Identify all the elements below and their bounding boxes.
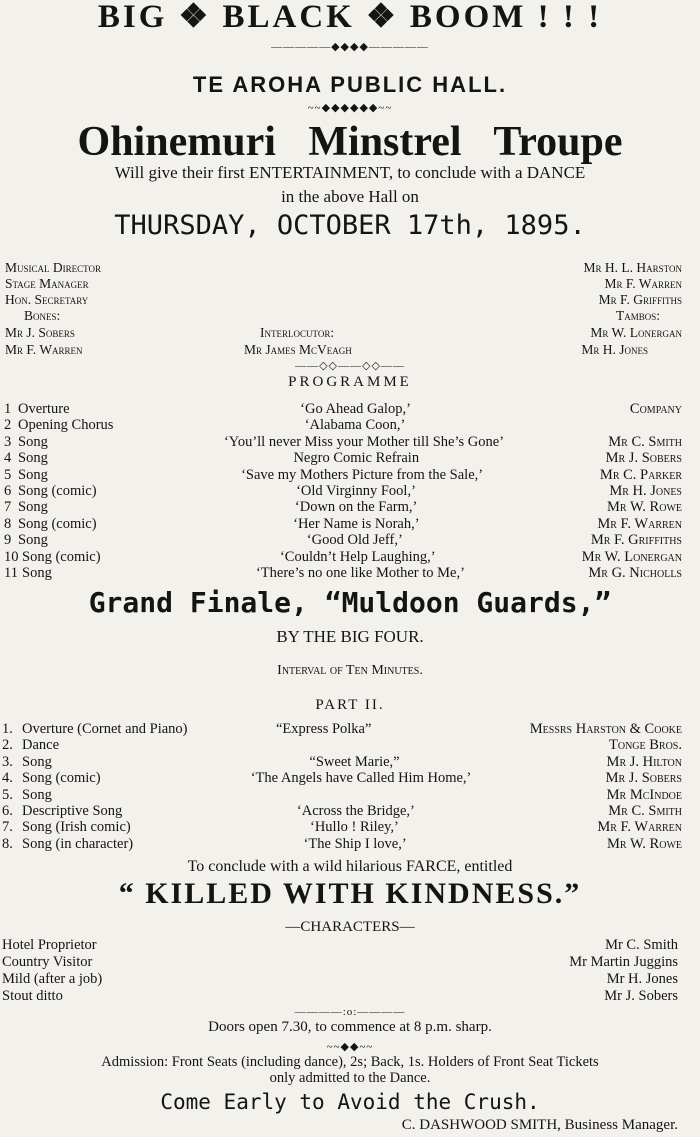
finale-by: BY THE BIG FOUR. [276, 627, 424, 646]
intro-line-2: in the above Hall on [281, 187, 419, 206]
officer-name: Mr H. L. Harston [583, 260, 682, 275]
officer-role: Stage Manager [5, 276, 89, 291]
item-type: Song [18, 499, 48, 516]
item-number: 4. [2, 770, 13, 787]
character-actor: Mr H. Jones [606, 971, 678, 987]
character-actor: Mr C. Smith [605, 937, 678, 953]
item-title: “Express Polka” [276, 721, 372, 737]
bones-label-row [0, 308, 700, 324]
programme-item [0, 401, 700, 417]
item-number: 10 [4, 548, 19, 565]
item-performer: Mr J. Hilton [606, 753, 682, 770]
ornament-rule-2: ~~◆◆◆◆◆◆~~ [307, 102, 393, 114]
character-role: Stout ditto [2, 988, 63, 1004]
item-title: ‘The Angels have Called Him Home,’ [250, 770, 472, 787]
item-number: 7. [2, 819, 13, 836]
crush-slogan: Come Early to Avoid the Crush. [160, 1090, 540, 1114]
item-performer: Mr F. Warren [597, 819, 682, 836]
item-performer: Mr W. Rowe [607, 835, 682, 852]
item-title: ‘Save my Mothers Picture from the Sale,’ [241, 466, 484, 483]
finale-title: Grand Finale, “Muldoon Guards,” [88, 586, 612, 619]
item-number: 9 [4, 532, 12, 549]
programme-item [0, 516, 700, 532]
item-performer: Mr C. Parker [599, 466, 682, 483]
item-title: ‘Hullo ! Riley,’ [310, 819, 399, 836]
officer-row [0, 260, 700, 276]
item-type: Overture (Cornet and Piano) [22, 721, 188, 737]
item-type: Song (Irish comic) [22, 819, 131, 836]
item-performer: Tonge Bros. [608, 737, 682, 754]
character-row [0, 954, 700, 970]
item-type: Song (comic) [18, 515, 97, 532]
programme-item [0, 532, 700, 548]
item-performer: Mr G. Nicholls [588, 565, 682, 581]
item-title: ‘Couldn’t Help Laughing,’ [279, 548, 436, 565]
officer-role: Musical Director [5, 260, 101, 275]
item-performer: Messrs Harston & Cooke [529, 721, 682, 737]
item-title: Negro Comic Refrain [293, 450, 420, 467]
ornament-rule-1: —————◆◆◆◆————— [271, 41, 429, 53]
item-number: 6. [2, 803, 13, 819]
item-type: Song (in character) [22, 835, 134, 852]
programme-item [0, 549, 700, 565]
item-number: 1. [2, 721, 13, 737]
item-title: ‘Alabama Coon,’ [304, 417, 406, 434]
item-type: Descriptive Song [22, 803, 123, 819]
officer-row [0, 292, 700, 308]
interlocutor-name: Mr James McVeagh [244, 342, 352, 357]
item-number: 5. [2, 786, 13, 803]
item-number: 2 [4, 417, 12, 434]
admission-notice-2: only admitted to the Dance. [269, 1070, 431, 1086]
doors-notice: Doors open 7.30, to commence at 8 p.m. sharp. [208, 1019, 492, 1035]
part2-item [0, 787, 700, 803]
tambos-name: Mr W. Lonergan [590, 325, 682, 340]
part2-item [0, 836, 700, 852]
tambos-name: Mr H. Jones [581, 342, 648, 357]
item-number: 1 [4, 401, 12, 417]
bones-row [0, 325, 700, 341]
item-type: Song [22, 753, 52, 770]
item-type: Song [18, 466, 48, 483]
item-title: ‘Old Virginny Fool,’ [296, 483, 416, 499]
item-title: ‘Across the Bridge,’ [296, 803, 415, 819]
item-title: ‘Good Old Jeff,’ [306, 532, 403, 549]
item-performer: Mr C. Smith [608, 433, 682, 450]
interval-notice: Interval of Ten Minutes. [277, 663, 423, 678]
item-performer: Mr W. Rowe [607, 499, 682, 516]
programme-heading: PROGRAMME [288, 374, 412, 390]
intro-line-1: Will give their first ENTERTAINMENT, to conclude with a DANCE [114, 163, 586, 182]
item-title: ‘Go Ahead Galop,’ [300, 401, 411, 417]
ornament-rule-4: ————:o:———— [294, 1006, 406, 1018]
programme-item [0, 417, 700, 433]
bones-name: Mr F. Warren [5, 342, 83, 357]
officer-name: Mr F. Griffiths [598, 292, 682, 307]
item-number: 5 [4, 466, 12, 483]
part2-item [0, 819, 700, 835]
headline: BIG ❖ BLACK ❖ BOOM ! ! ! [97, 0, 603, 35]
item-type: Song [18, 450, 48, 467]
item-type: Song (comic) [18, 483, 97, 499]
item-type: Overture [18, 401, 70, 417]
officer-name: Mr F. Warren [604, 276, 682, 291]
event-date: THURSDAY, OCTOBER 17th, 1895. [114, 210, 586, 241]
programme-item [0, 434, 700, 450]
item-type: Song (comic) [22, 548, 101, 565]
item-performer: Mr McIndoe [606, 786, 682, 803]
item-title: ‘There’s no one like Mother to Me,’ [255, 565, 465, 581]
item-performer: Mr J. Sobers [605, 770, 682, 787]
item-number: 3 [4, 433, 12, 450]
item-title: “Sweet Marie,” [309, 753, 400, 770]
item-title: ‘You’ll never Miss your Mother till She’s Gone’ [223, 433, 505, 450]
item-performer: Mr F. Warren [597, 515, 682, 532]
character-role: Hotel Proprietor [2, 937, 97, 953]
item-performer: Company [629, 401, 682, 417]
item-type: Song [22, 786, 52, 803]
item-type: Song [18, 433, 48, 450]
part2-item [0, 754, 700, 770]
item-title: ‘The Ship I love,’ [303, 835, 407, 852]
item-type: Song [18, 532, 48, 549]
programme-item [0, 450, 700, 466]
item-number: 8 [4, 515, 12, 532]
characters-heading: —CHARACTERS— [285, 919, 415, 935]
item-type: Opening Chorus [18, 417, 114, 434]
programme-item [0, 483, 700, 499]
part2-item [0, 737, 700, 753]
programme-item [0, 499, 700, 515]
item-performer: Mr W. Lonergan [581, 548, 682, 565]
item-title: ‘Her Name is Norah,’ [293, 515, 420, 532]
item-number: 8. [2, 835, 13, 852]
programme-item [0, 565, 700, 581]
troupe-title: Ohinemuri Minstrel Troupe [77, 119, 623, 165]
character-actor: Mr Martin Juggins [569, 954, 678, 970]
character-row [0, 971, 700, 987]
item-type: Song (comic) [22, 770, 101, 787]
item-number: 4 [4, 450, 12, 467]
programme-item [0, 467, 700, 483]
item-number: 11 [4, 565, 18, 581]
item-performer: Mr J. Sobers [605, 450, 682, 467]
officer-row [0, 276, 700, 292]
officer-role: Hon. Secretary [5, 292, 89, 307]
business-manager: C. DASHWOOD SMITH, Business Manager. [401, 1117, 678, 1133]
character-row [0, 937, 700, 953]
bones-label: Bones: [24, 308, 61, 323]
item-number: 2. [2, 737, 13, 754]
farce-intro: To conclude with a wild hilarious FARCE, entitled [187, 858, 513, 875]
item-type: Dance [22, 737, 60, 754]
venue-title: TE AROHA PUBLIC HALL. [192, 72, 508, 97]
item-number: 3. [2, 753, 13, 770]
item-number: 7 [4, 499, 12, 516]
item-number: 6 [4, 483, 12, 499]
bones-row [0, 342, 700, 358]
part2-heading: PART II. [315, 697, 385, 713]
item-performer: Mr F. Griffiths [590, 532, 682, 549]
tambos-label: Tambos: [615, 308, 660, 323]
character-role: Mild (after a job) [2, 971, 103, 987]
admission-notice: Admission: Front Seats (including dance), 2s; Back, 1s. Holders of Front Seat Tickets [101, 1054, 599, 1070]
part2-item [0, 721, 700, 737]
ornament-rule-3: ——◇◇——◇◇—— [295, 360, 405, 372]
character-actor: Mr J. Sobers [604, 988, 678, 1004]
bones-name: Mr J. Sobers [5, 325, 75, 340]
item-title: ‘Down on the Farm,’ [294, 499, 418, 516]
part2-item [0, 803, 700, 819]
interlocutor-label: Interlocutor: [260, 325, 335, 340]
character-row [0, 988, 700, 1004]
farce-title: “ KILLED WITH KINDNESS.” [118, 877, 582, 910]
item-type: Song [22, 565, 52, 581]
item-performer: Mr C. Smith [608, 803, 682, 819]
item-performer: Mr H. Jones [609, 483, 682, 499]
ornament-rule-5: ~~◆◆~~ [326, 1041, 374, 1053]
character-role: Country Visitor [2, 954, 93, 970]
part2-item [0, 770, 700, 786]
